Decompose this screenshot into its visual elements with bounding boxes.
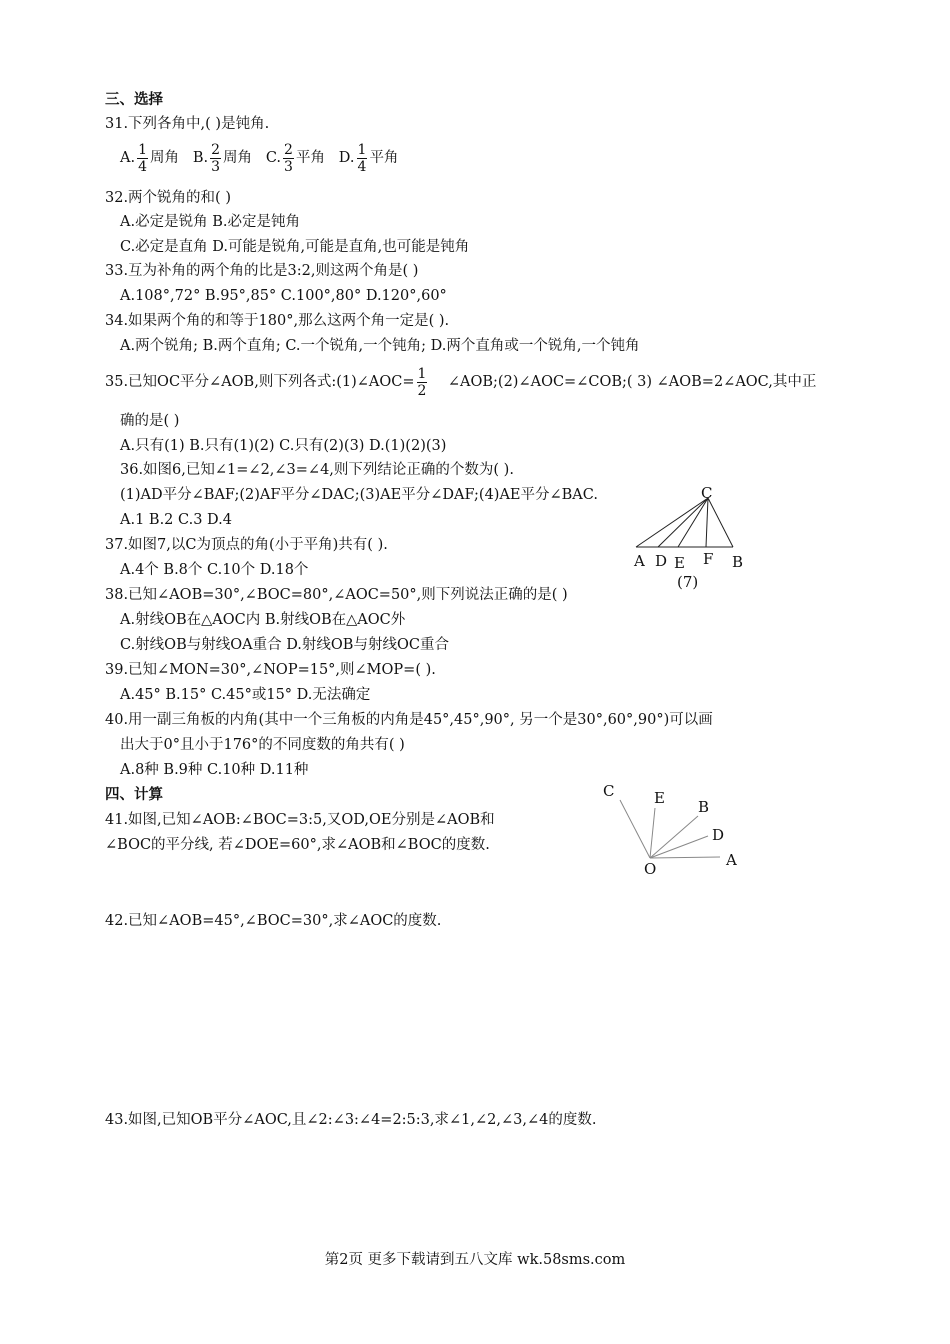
q31-d-fraction: $\frac{1}{4}$ <box>357 141 367 175</box>
q32-options-2: C.必定是直角 D.可能是锐角,可能是直角,也可能是钝角 <box>120 239 470 255</box>
q32-stem: 32.两个锐角的和( ) <box>105 190 231 206</box>
q38-options-1: A.射线OB在△AOC内 B.射线OB在△AOC外 <box>120 612 406 628</box>
q33-stem: 33.互为补角的两个角的比是3:2,则这两个角是( ) <box>105 263 419 279</box>
q31-stem: 31.下列各角中,( )是钝角. <box>105 116 270 132</box>
fig41-label-o: O <box>644 860 657 878</box>
fig7-line-cb <box>708 498 733 547</box>
q37-options: A.4个 B.8个 C.10个 D.18个 <box>120 562 309 578</box>
q31-c-fraction: $\frac{2}{3}$ <box>284 141 293 175</box>
q31-d-suffix: 平角 <box>369 150 399 166</box>
q31-options <box>120 138 398 178</box>
q31-d-prefix: D. <box>338 150 355 166</box>
q40-stem-1: 40.用一副三角板的内角(其中一个三角板的内角是45°,45°,90°, 另一个是30°,60°,90°)可以画 <box>105 712 713 728</box>
q32-options-1: A.必定是锐角 B.必定是钝角 <box>120 214 300 230</box>
q40-options: A.8种 B.9种 C.10种 D.11种 <box>120 762 309 778</box>
figure-7 <box>628 478 758 593</box>
q39-options: A.45° B.15° C.45°或15° D.无法确定 <box>120 687 371 703</box>
q41-line-1: 41.如图,已知∠AOB:∠BOC=3:5,又OD,OE分别是∠AOB和 <box>105 812 495 828</box>
page-footer: 第2页 更多下载请到五八文库 wk.58sms.com <box>324 1252 626 1268</box>
fig7-line-cf <box>706 498 708 547</box>
figure-q41 <box>598 778 748 883</box>
fig7-label-c: C <box>701 484 713 502</box>
q39-stem: 39.已知∠MON=30°,∠NOP=15°,则∠MOP=( ). <box>105 662 436 678</box>
q40-stem-2: 出大于0°且小于176°的不同度数的角共有( ) <box>120 737 405 753</box>
q35-stem-c: 确的是( ) <box>120 413 180 429</box>
fig7-label-b: B <box>732 553 744 571</box>
q36-stem: 36.如图6,已知∠1=∠2,∠3=∠4,则下列结论正确的个数为( ). <box>120 462 514 478</box>
fig41-ray-oc <box>620 800 650 858</box>
q33-options: A.108°,72° B.95°,85° C.100°,80° D.120°,60° <box>120 288 447 304</box>
fig7-caption: (7) <box>677 573 699 591</box>
q38-options-2: C.射线OB与射线OA重合 D.射线OB与射线OC重合 <box>120 637 449 653</box>
q31-a-suffix: 周角 <box>150 150 180 166</box>
q31-a-prefix: A. <box>120 150 136 166</box>
q35-options: A.只有(1) B.只有(1)(2) C.只有(2)(3) D.(1)(2)(3) <box>120 438 447 454</box>
q35-stem-b: ∠AOB;(2)∠AOC=∠COB;( 3) ∠AOB=2∠AOC,其中正 <box>447 374 817 390</box>
fig41-label-e: E <box>654 789 665 807</box>
q35-stem <box>105 362 816 402</box>
fig7-label-d: D <box>655 552 668 570</box>
fig41-ray-od <box>650 836 708 858</box>
q31-b-prefix: B. <box>192 150 209 166</box>
q42-stem: 42.已知∠AOB=45°,∠BOC=30°,求∠AOC的度数. <box>105 913 442 929</box>
section3-title: 三、选择 <box>105 92 163 108</box>
q38-stem: 38.已知∠AOB=30°,∠BOC=80°,∠AOC=50°,则下列说法正确的是( ) <box>105 587 568 603</box>
q36-conditions: (1)AD平分∠BAF;(2)AF平分∠DAC;(3)AE平分∠DAF;(4)AE平分∠BAC. <box>120 487 598 503</box>
q34-stem: 34.如果两个角的和等于180°,那么这两个角一定是( ). <box>105 313 450 329</box>
fig7-label-a: A <box>634 552 645 570</box>
fig41-label-d: D <box>712 826 725 844</box>
q31-b-suffix: 周角 <box>223 150 253 166</box>
q31-c-prefix: C. <box>265 150 282 166</box>
fig41-ray-oa <box>650 857 720 858</box>
fig41-ray-oe <box>650 808 655 858</box>
q36-options: A.1 B.2 C.3 D.4 <box>120 512 232 528</box>
q34-options: A.两个锐角; B.两个直角; C.一个锐角,一个钝角; D.两个直角或一个锐角,一个钝角 <box>120 338 640 354</box>
q43-stem: 43.如图,已知OB平分∠AOC,且∠2:∠3:∠4=2:5:3,求∠1,∠2,∠3,∠4的度数. <box>105 1112 597 1128</box>
fig7-label-e: E <box>674 554 685 572</box>
q31-a-fraction: $\frac{1}{4}$ <box>138 141 148 175</box>
q41-line-2: ∠BOC的平分线, 若∠DOE=60°,求∠AOB和∠BOC的度数. <box>105 837 490 853</box>
fig41-label-c: C <box>603 782 615 800</box>
q37-stem: 37.如图7,以C为顶点的角(小于平角)共有( ). <box>105 537 388 553</box>
q31-b-fraction: $\frac{2}{3}$ <box>211 141 221 175</box>
fig41-ray-ob <box>650 816 698 858</box>
fig7-label-f: F <box>703 550 714 568</box>
fig7-line-ca <box>636 498 708 547</box>
fig41-label-b: B <box>698 798 710 816</box>
q31-c-suffix: 平角 <box>295 150 325 166</box>
q35-stem-a: 35.已知OC平分∠AOB,则下列各式:(1)∠AOC= <box>105 374 415 390</box>
fig41-label-a: A <box>726 851 737 869</box>
q35-fraction: $\frac{1}{2}$ <box>417 365 427 399</box>
section4-title: 四、计算 <box>105 787 163 803</box>
